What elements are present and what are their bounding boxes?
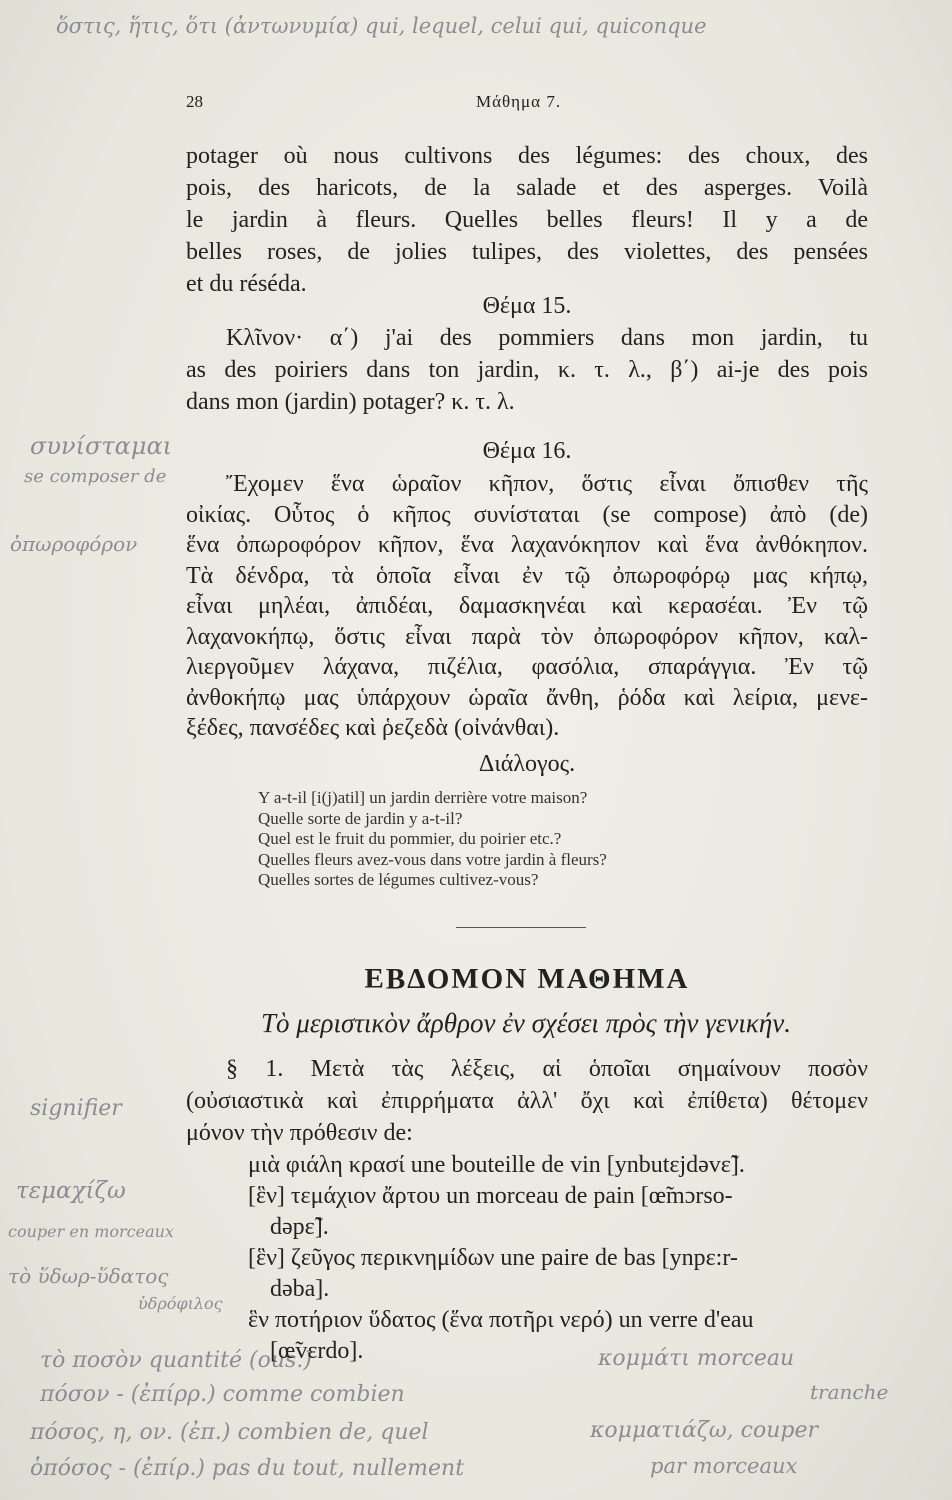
text-line: as des poiriers dans ton jardin, κ. τ. λ., β΄) ai-je des pois bbox=[186, 357, 868, 383]
handwritten-note-bottom-3: πόσος, η, ον. (ἐπ.) combien de, quel bbox=[30, 1420, 429, 1445]
handwritten-note-bottom-right-2: tranche bbox=[810, 1380, 889, 1404]
paragraph-garden bbox=[186, 140, 868, 300]
example-line: [ἓν] τεμάχιον ἄρτου un morceau de pain [œ̃mɔrso- bbox=[248, 1183, 733, 1209]
example-line: ἓν ποτήριον ὕδατος (ἕνα ποτῆρι νερό) un verre d'eau bbox=[248, 1307, 754, 1333]
text-line: potager où nous cultivons des légumes: des choux, des bbox=[186, 143, 868, 169]
handwritten-note-hydor: τὸ ὕδωρ-ὕδατος bbox=[8, 1264, 169, 1288]
theme-16-text bbox=[186, 469, 868, 744]
handwritten-note-bottom-right-3: κομματιάζω, couper bbox=[590, 1418, 818, 1443]
text-line: Ἔχομεν ἕνα ὡραῖον κῆπον, ὅστις εἶναι ὄπισθεν τῆς bbox=[226, 471, 868, 497]
page-number: 28 bbox=[186, 92, 203, 111]
theme-15-text bbox=[186, 322, 868, 418]
text-line: (οὐσιαστικὰ καὶ ἐπιρρήματα ἀλλ' ὄχι καὶ ἐπίθετα) θέτομεν bbox=[186, 1088, 868, 1114]
example-line: [œ̃vεrdo]. bbox=[270, 1338, 364, 1364]
dialogue-line: Y a-t-il [i(j)atil] un jardin derrière votre maison? bbox=[258, 788, 588, 807]
handwritten-note-synistamai: συνίσταμαι bbox=[30, 432, 173, 460]
text-line: ἕνα ὀπωροφόρον κῆπον, ἕνα λαχανόκηπον καὶ ἕνα ἀνθόκηπον. bbox=[186, 532, 868, 558]
text-line: ἀνθοκήπῳ μας ὑπάρχουν ὡραῖα ἄνθη, ῥόδα καὶ λείρια, μενε- bbox=[186, 684, 868, 711]
running-title: Μάθημα 7. bbox=[476, 92, 562, 111]
handwritten-note-bottom-2: πόσον - (ἐπίρρ.) comme combien bbox=[40, 1382, 405, 1407]
handwritten-note-temachizo: τεμαχίζω bbox=[16, 1178, 126, 1204]
handwritten-note-couper: couper en morceaux bbox=[8, 1222, 174, 1241]
section-1-examples bbox=[248, 1150, 754, 1367]
handwritten-note-composer: se composer de bbox=[24, 466, 167, 487]
heading-text: Διάλογος. bbox=[478, 751, 576, 777]
section-1-text bbox=[186, 1053, 868, 1149]
text-line: belles roses, de jolies tulipes, des violettes, des pensées bbox=[186, 239, 868, 265]
section-divider bbox=[456, 927, 586, 928]
handwritten-note-bottom-1: τὸ ποσὸν quantité (ous.) bbox=[40, 1348, 312, 1373]
text-line: οἰκίας. Οὗτος ὁ κῆπος συνίσταται (se compose) ἀπὸ (de) bbox=[186, 501, 868, 528]
example-line: dəpε̃]. bbox=[270, 1214, 329, 1240]
text-line: μόνον τὴν πρόθεσιν de: bbox=[186, 1120, 413, 1146]
example-line: dəba]. bbox=[270, 1276, 330, 1302]
text-line: λιεργοῦμεν λάχανα, πιζέλια, φασόλια, σπαράγγια. Ἐν τῷ bbox=[186, 654, 868, 680]
theme-15-heading bbox=[186, 290, 868, 322]
dialogue-line: Quelles sortes de légumes cultivez-vous? bbox=[258, 870, 539, 889]
handwritten-note-bottom-right-1: κομμάτι morceau bbox=[598, 1346, 795, 1371]
handwritten-note-bottom-4: ὁπόσος - (ἐπίρ.) pas du tout, nullement bbox=[30, 1456, 465, 1481]
page-header bbox=[186, 92, 866, 116]
dialogue-line: Quelle sorte de jardin y a-t-il? bbox=[258, 808, 463, 828]
text-line: dans mon (jardin) potager? κ. τ. λ. bbox=[186, 389, 515, 415]
theme-16-heading bbox=[186, 435, 868, 467]
text-line: λαχανοκήπῳ, ὅστις εἶναι παρὰ τὸν ὀπωροφόρον κῆπον, καλ- bbox=[186, 623, 868, 650]
example-line: [ἓν] ζεῦγος περικνημίδων une paire de bas [ynpε:r- bbox=[248, 1245, 738, 1271]
handwritten-note-top: ὅστις, ἥτις, ὅτι (ἀντωνυμία) qui, lequel, celui qui, quiconque bbox=[56, 14, 707, 38]
handwritten-note-bottom-right-4: par morceaux bbox=[650, 1454, 798, 1478]
dialogue-line: Quelles fleurs avez-vous dans votre jardin à fleurs? bbox=[258, 849, 607, 869]
dialogue-questions bbox=[258, 788, 607, 891]
chapter-title: ΕΒΔΟΜΟΝ ΜΑΘΗΜΑ bbox=[364, 963, 690, 995]
text-line: ξέδες, πανσέδες καὶ ῥεζεδὰ (οἰνάνθαι). bbox=[186, 715, 560, 741]
handwritten-note-signifier: signifier bbox=[30, 1096, 122, 1121]
text-line: pois, des haricots, de la salade et des asperges. Voilà bbox=[186, 175, 868, 201]
dialogue-heading bbox=[186, 748, 868, 780]
text-line: § 1. Μετὰ τὰς λέξεις, αἱ ὁποῖαι σημαίνουν ποσὸν bbox=[226, 1056, 868, 1082]
text-line: et du réséda. bbox=[186, 271, 307, 297]
heading-text: Θέμα 16. bbox=[482, 438, 572, 464]
text-line: Τὰ δένδρα, τὰ ὁποῖα εἶναι ἐν τῷ ὀπωροφόρῳ μας κήπῳ, bbox=[186, 562, 868, 589]
handwritten-note-hydrophilos: ὑδρόφιλος bbox=[138, 1294, 223, 1313]
chapter-subtitle: Τὸ μεριστικὸν ἄρθρον ἐν σχέσει πρὸς τὴν γενικήν. bbox=[261, 1008, 791, 1038]
text-line: εἶναι μηλέαι, ἀπιδέαι, δαμασκηνέαι καὶ κερασέαι. Ἐν τῷ bbox=[186, 593, 868, 619]
handwritten-note-oporophoron: ὀπωροφόρον bbox=[10, 532, 138, 556]
heading-text: Θέμα 15. bbox=[482, 293, 572, 319]
text-line: Κλῖνον· α΄) j'ai des pommiers dans mon jardin, tu bbox=[226, 325, 868, 351]
dialogue-line: Quel est le fruit du pommier, du poirier etc.? bbox=[258, 829, 562, 848]
example-line: μιὰ φιάλη κρασί une bouteille de vin [ynbutεjdəvε̃]. bbox=[248, 1152, 745, 1178]
text-line: le jardin à fleurs. Quelles belles fleurs! Il y a de bbox=[186, 207, 868, 233]
